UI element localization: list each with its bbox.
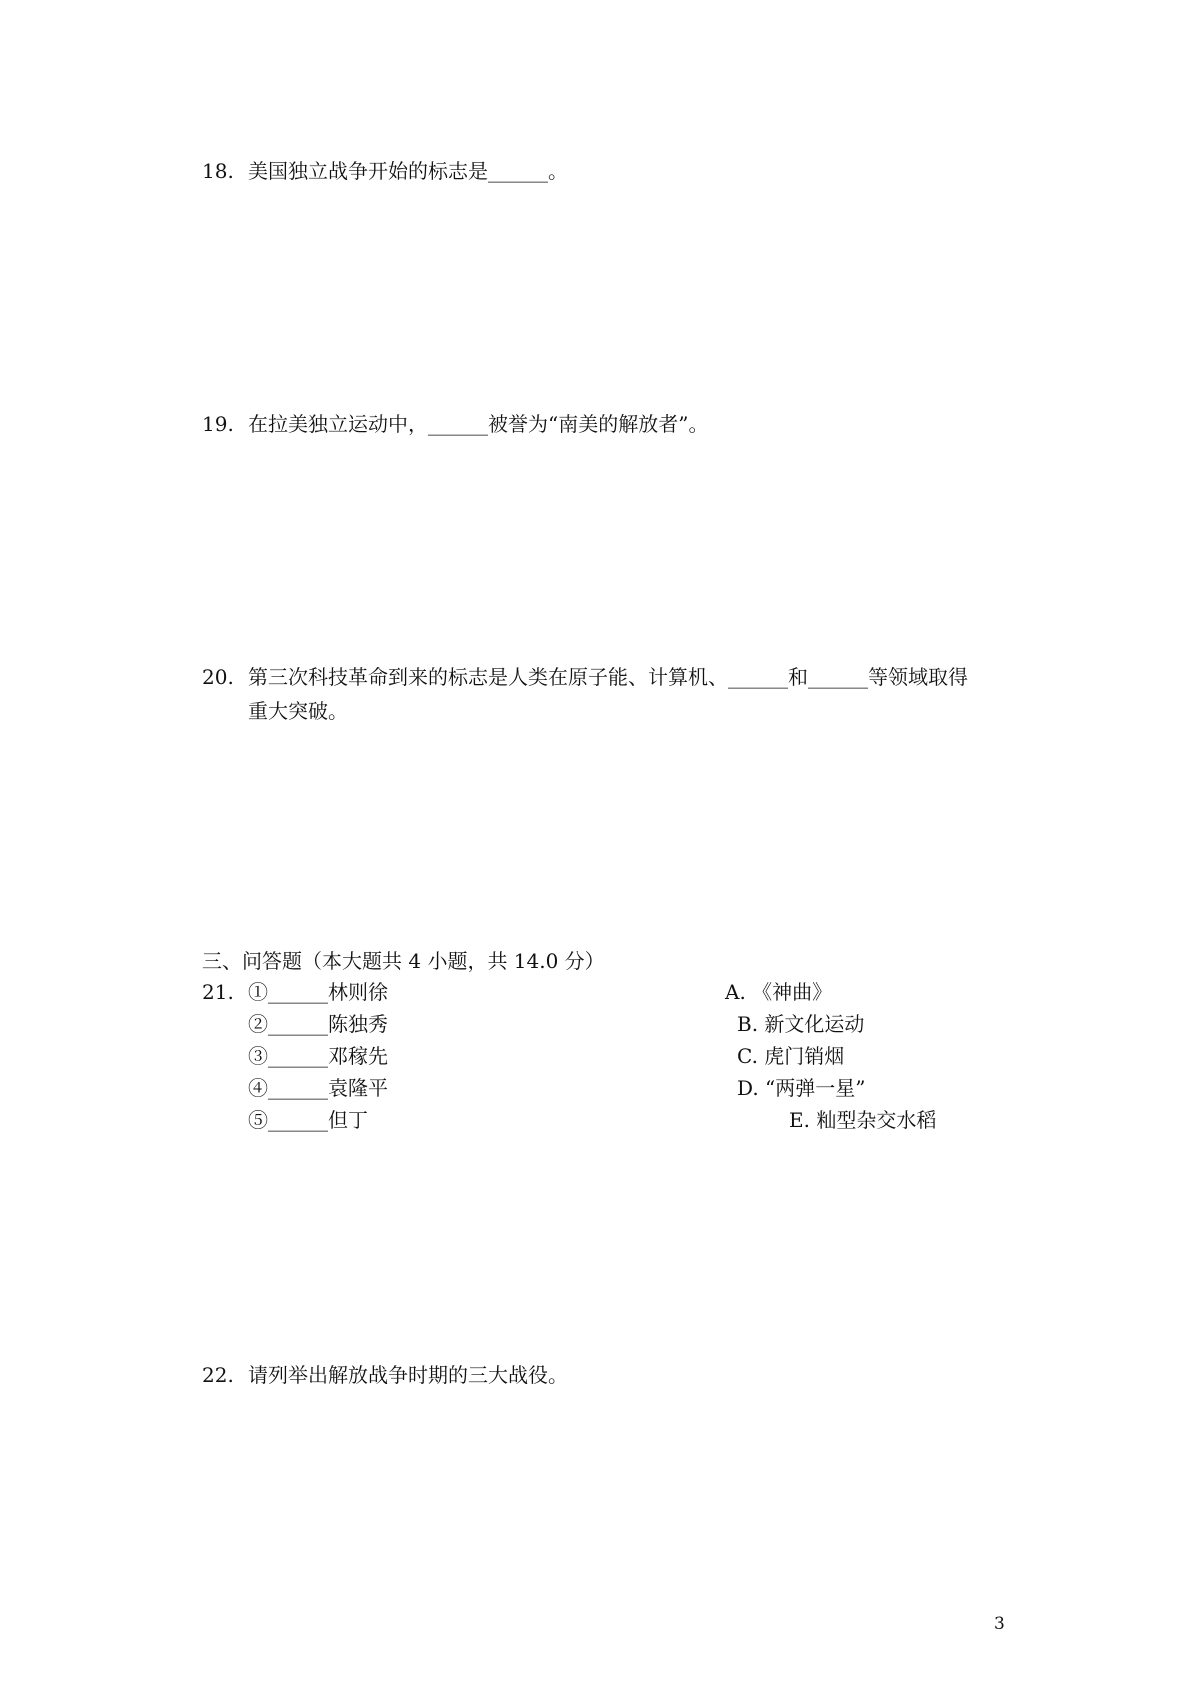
matching-item-5 — [202, 1104, 388, 1136]
question-text: 在拉美独立运动中，______被誉为“南美的解放者”。 — [248, 412, 709, 436]
matching-left-text: ④______袁隆平 — [248, 1076, 388, 1100]
matching-option-d: D. “两弹一星” — [737, 1076, 866, 1100]
matching-left-text: ②______陈独秀 — [248, 1012, 388, 1036]
question-text-line1: 第三次科技革命到来的标志是人类在原子能、计算机、______和______等领域取得 — [248, 665, 968, 689]
question-18 — [202, 154, 568, 188]
matching-left-text: ①______林则徐 — [248, 980, 388, 1004]
question-text: 美国独立战争开始的标志是______。 — [248, 159, 568, 183]
page-number: 3 — [994, 1614, 1005, 1634]
question-19 — [202, 407, 708, 441]
matching-left-text: ③______邓稼先 — [248, 1044, 388, 1068]
matching-option-a: A. 《神曲》 — [725, 980, 833, 1004]
matching-item-1 — [202, 976, 388, 1008]
question-number: 21. — [202, 980, 234, 1004]
matching-option-b: B. 新文化运动 — [737, 1012, 865, 1036]
question-number: 18. — [202, 159, 234, 183]
question-text: 请列举出解放战争时期的三大战役。 — [248, 1363, 568, 1387]
matching-option-c: C. 虎门销烟 — [737, 1044, 845, 1068]
matching-left-text: ⑤______但丁 — [248, 1108, 368, 1132]
matching-item-4 — [202, 1072, 388, 1104]
section-title: 三、问答题（本大题共 4 小题，共 14.0 分） — [202, 949, 605, 973]
matching-left-column — [202, 976, 388, 1136]
question-20 — [202, 660, 968, 723]
question-number: 20. — [202, 665, 234, 689]
question-number: 22. — [202, 1363, 234, 1387]
question-22 — [202, 1358, 568, 1392]
question-number: 19. — [202, 412, 234, 436]
matching-option-e: E. 籼型杂交水稻 — [789, 1108, 937, 1132]
matching-item-2 — [202, 1008, 388, 1040]
matching-item-3 — [202, 1040, 388, 1072]
question-text-line2: 重大突破。 — [248, 699, 348, 723]
